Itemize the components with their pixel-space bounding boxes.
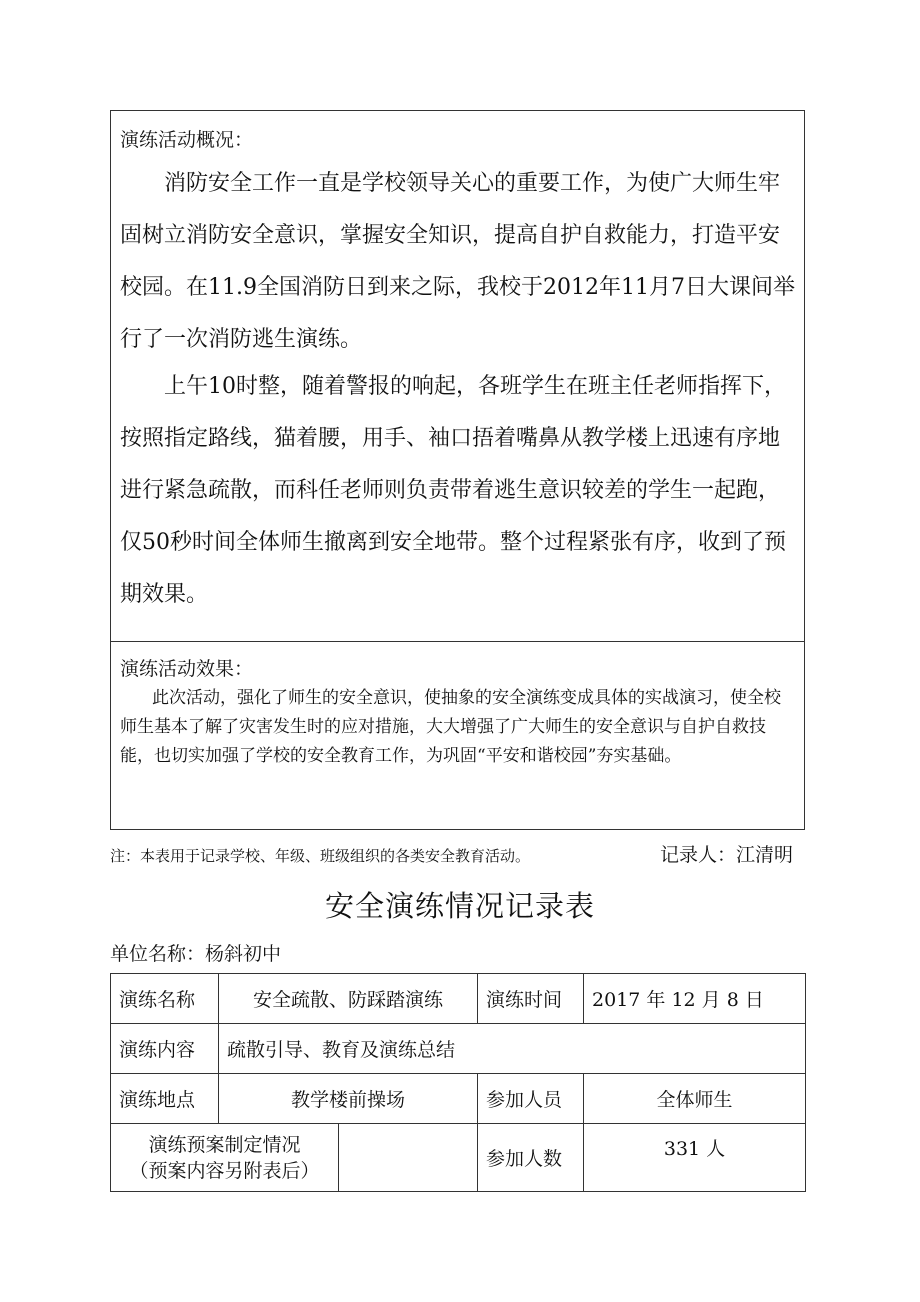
drill-name-label: 演练名称 — [111, 974, 219, 1024]
drill-location-label: 演练地点 — [111, 1074, 219, 1124]
overview-paragraph-1: 消防安全工作一直是学校领导关心的重要工作，为使广大师生牢固树立消防安全意识，掌握安全知识，提高自护自救能力，打造平安校园。在11.9全国消防日到来之际，我校于2012年11月7日大课间举行了一次消防逃生演练。 — [120, 171, 795, 352]
plan-label — [111, 1124, 339, 1192]
effect-paragraph: 此次活动，强化了师生的安全意识，使抽象的安全演练变成具体的实战演习，使全校师生基本了解了灾害发生时的应对措施，大大增强了广大师生的安全意识与自护自救技能，也切实加强了学校的安全教育工作，为巩固“平安和谐校园”夯实基础。 — [120, 688, 781, 766]
table-row — [111, 1074, 806, 1124]
unit-name: 单位名称：杨斜初中 — [110, 943, 282, 965]
plan-label-line2: （预案内容另附表后） — [129, 1159, 320, 1182]
participant-count-value: 331 人 — [584, 1124, 806, 1192]
participant-count-label: 参加人数 — [478, 1124, 584, 1192]
overview-paragraph-2: 上午10时整，随着警报的响起，各班学生在班主任老师指挥下，按照指定路线，猫着腰，用手、袖口捂着嘴鼻从教学楼上迅速有序地进行紧急疏散，而科任老师则负责带着逃生意识较差的学生一起跑，仅50秒时间全体师生撤离到安全地带。整个过程紧张有序，收到了预期效果。 — [120, 374, 786, 607]
drill-info-table — [110, 973, 806, 1192]
drill-name-value: 安全疏散、防踩踏演练 — [219, 974, 478, 1024]
plan-value — [339, 1124, 478, 1192]
table-row — [111, 1124, 806, 1192]
effect-label: 演练活动效果： — [120, 658, 254, 680]
plan-label-line1: 演练预案制定情况 — [148, 1133, 301, 1156]
drill-location-value: 教学楼前操场 — [219, 1074, 478, 1124]
participants-value: 全体师生 — [584, 1074, 806, 1124]
drill-content-label: 演练内容 — [111, 1024, 219, 1074]
form-title: 安全演练情况记录表 — [324, 889, 595, 923]
footnote: 注：本表用于记录学校、年级、班级组织的各类安全教育活动。 — [110, 847, 531, 865]
participants-label: 参加人员 — [478, 1074, 584, 1124]
table-row — [111, 974, 806, 1024]
recorder: 记录人：江清明 — [660, 844, 794, 866]
drill-time-value: 2017 年 12 月 8 日 — [584, 974, 806, 1024]
overview-label: 演练活动概况： — [120, 129, 254, 151]
overview-section — [110, 110, 805, 642]
effect-section — [110, 641, 805, 830]
drill-content-value: 疏散引导、教育及演练总结 — [219, 1024, 806, 1074]
table-row — [111, 1024, 806, 1074]
drill-time-label: 演练时间 — [478, 974, 584, 1024]
